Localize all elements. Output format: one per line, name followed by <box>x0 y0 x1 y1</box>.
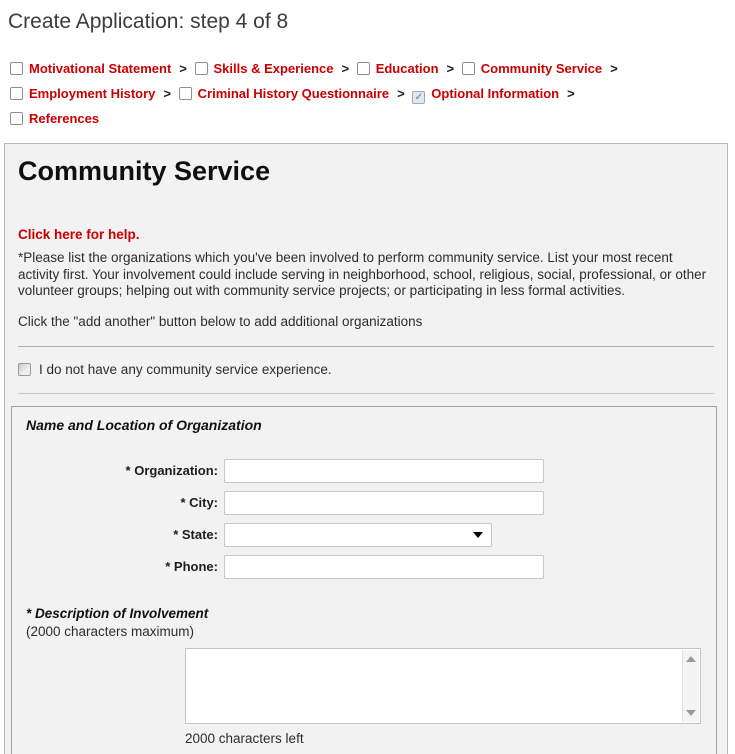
help-link[interactable]: Click here for help. <box>18 227 140 242</box>
scroll-up-icon[interactable] <box>683 651 699 667</box>
textarea-scrollbar[interactable] <box>682 650 699 722</box>
step-checkbox <box>10 62 23 75</box>
breadcrumb-step <box>10 86 171 101</box>
state-row <box>12 523 716 547</box>
breadcrumb-separator: > <box>341 61 350 76</box>
organization-box-title: Name and Location of Organization <box>26 416 262 433</box>
divider <box>18 346 714 347</box>
section-title: Community Service <box>18 156 271 186</box>
description-label: * Description of Involvement <box>26 605 209 621</box>
characters-left-counter: 2000 characters left <box>185 730 304 746</box>
state-select[interactable] <box>224 523 492 547</box>
phone-label: * Phone: <box>165 559 218 574</box>
breadcrumb-step <box>10 111 99 126</box>
step-checkbox: ✓ <box>412 91 425 104</box>
no-experience-checkbox[interactable] <box>18 363 31 376</box>
breadcrumb-separator: > <box>446 61 455 76</box>
step-checkbox <box>179 87 192 100</box>
state-label: * State: <box>173 527 218 542</box>
phone-input[interactable] <box>224 555 544 579</box>
phone-row <box>12 555 716 579</box>
breadcrumb-step <box>195 61 350 76</box>
breadcrumb-step <box>462 61 618 76</box>
step-checkbox <box>10 87 23 100</box>
breadcrumb-separator: > <box>610 61 618 76</box>
no-experience-row <box>18 362 727 377</box>
organization-box <box>11 406 717 754</box>
breadcrumb-separator: > <box>567 86 575 101</box>
step-checkbox <box>10 112 23 125</box>
breadcrumb-step <box>412 86 574 101</box>
breadcrumb-step <box>10 61 187 76</box>
breadcrumb-step <box>357 61 454 76</box>
description-block <box>26 606 716 639</box>
organization-input[interactable] <box>224 459 544 483</box>
description-sublabel: (2000 characters maximum) <box>26 623 195 639</box>
add-another-note: Click the "add another" button below to add additional organizations <box>18 313 423 329</box>
city-row <box>12 491 716 515</box>
organization-label: * Organization: <box>125 463 218 478</box>
page-title: Create Application: step 4 of 8 <box>8 10 289 33</box>
instructions-text: *Please list the organizations which you've been involved to perform community service. List your most recent activity first. Your involvement could include serving in neighborhood, school, religious, social, professional, or other volunteer groups; helping out with community service projects; or participating in less formal activities. <box>18 250 707 298</box>
breadcrumb-step <box>179 86 405 101</box>
community-service-panel <box>4 143 728 754</box>
breadcrumb-step-label[interactable]: Skills & Experience <box>213 61 334 76</box>
breadcrumb-step-label[interactable]: Optional Information <box>431 86 560 101</box>
breadcrumb-step-label[interactable]: Employment History <box>29 86 156 101</box>
description-textarea[interactable] <box>186 649 681 723</box>
breadcrumb-step-label[interactable]: References <box>29 111 100 126</box>
breadcrumb-separator: > <box>179 61 187 76</box>
breadcrumb <box>10 56 655 131</box>
city-label: * City: <box>180 495 218 510</box>
scroll-down-icon[interactable] <box>683 705 699 721</box>
breadcrumb-separator: > <box>397 86 405 101</box>
breadcrumb-step-label[interactable]: Criminal History Questionnaire <box>197 86 390 101</box>
step-checkbox <box>357 62 370 75</box>
step-checkbox <box>462 62 475 75</box>
breadcrumb-step-label[interactable]: Education <box>375 61 439 76</box>
city-input[interactable] <box>224 491 544 515</box>
no-experience-label: I do not have any community service experience. <box>39 361 332 377</box>
description-textarea-wrap <box>185 648 701 724</box>
breadcrumb-step-label[interactable]: Motivational Statement <box>29 61 172 76</box>
step-checkbox <box>195 62 208 75</box>
breadcrumb-step-label[interactable]: Community Service <box>480 61 603 76</box>
organization-row <box>12 459 716 483</box>
divider <box>18 393 714 394</box>
breadcrumb-separator: > <box>163 86 172 101</box>
